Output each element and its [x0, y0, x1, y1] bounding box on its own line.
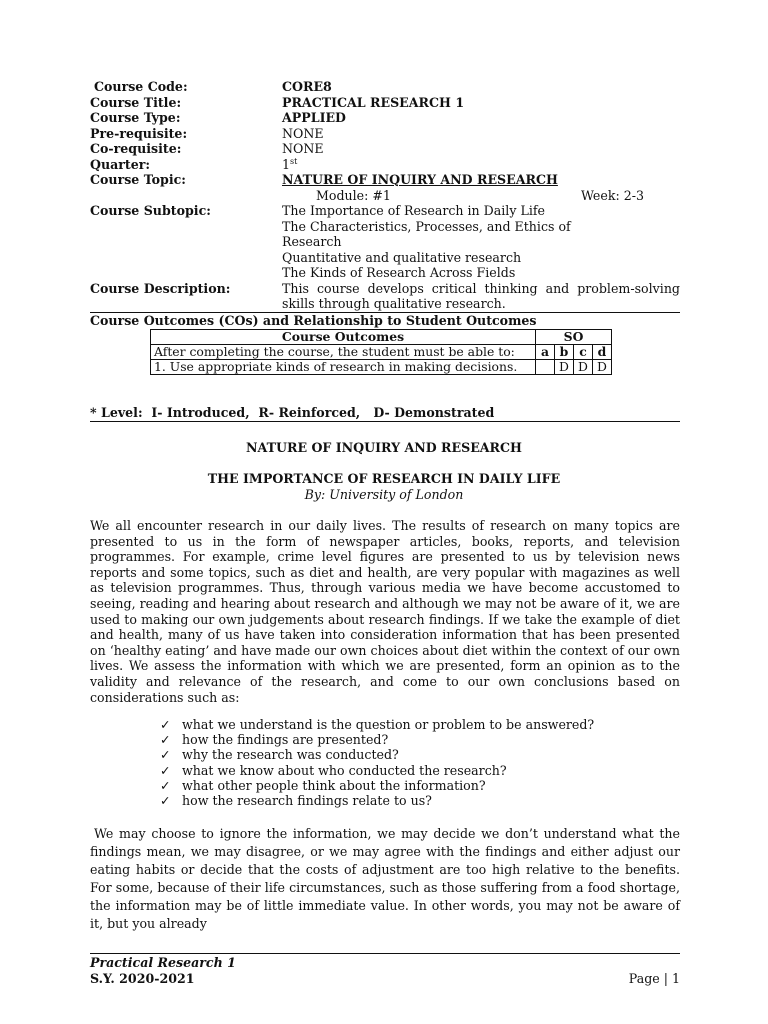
course-subtopic-list [282, 203, 680, 281]
course-title-label: Course Title: [90, 94, 182, 110]
level-legend: * Level: I- Introduced, R- Reinforced, D- Demonstrated [90, 405, 680, 422]
so-value-a [536, 360, 555, 375]
outcome-item: 1. Use appropriate kinds of research in making decisions. [151, 360, 536, 375]
course-topic-label: Course Topic: [90, 172, 186, 187]
checklist-item: ✓ what we know about who conducted the research? [160, 762, 507, 778]
quarter-suffix: st [290, 156, 298, 166]
subtopic-item: Quantitative and qualitative research [282, 249, 522, 265]
outcomes-table [150, 329, 612, 375]
checkmark-icon: ✓ [160, 792, 171, 808]
so-value-c: D [574, 360, 593, 375]
so-value-d: D [593, 360, 612, 375]
so-col-b: b [555, 345, 574, 360]
course-code-row [90, 79, 680, 95]
checklist-item: ✓ what we understand is the question or problem to be answered? [160, 717, 595, 732]
subtopic-item: The Kinds of Research Across Fields [282, 265, 516, 280]
checklist-item: ✓ how the findings are presented? [160, 732, 389, 748]
quarter-number: 1 [282, 156, 291, 172]
subtopic-item: The Characteristics, Processes, and Ethics of [282, 218, 571, 234]
subtopic-item: Research [282, 234, 342, 249]
outcomes-intro-row [151, 345, 612, 360]
course-code-value: CORE8 [282, 79, 332, 94]
checkmark-icon: ✓ [160, 762, 171, 778]
footer-school-year: S.Y. 2020-2021 [90, 971, 195, 986]
so-col-d: d [593, 345, 612, 360]
course-subtopic-label: Course Subtopic: [90, 203, 211, 218]
module-week [282, 188, 680, 204]
so-header: SO [536, 330, 612, 345]
corequisite-value: NONE [282, 141, 324, 156]
checklist-item: ✓ what other people think about the information? [160, 777, 486, 793]
outcomes-intro: After completing the course, the student must be able to: [151, 345, 536, 360]
so-value-b: D [555, 360, 574, 375]
checkmark-icon: ✓ [160, 717, 171, 732]
course-type-label: Course Type: [90, 110, 181, 125]
footer-subject: Practical Research 1 [90, 955, 236, 970]
corequisite-label: Co-requisite: [90, 141, 182, 156]
course-subtopic-row [90, 203, 680, 281]
quarter-label: Quarter: [90, 156, 151, 172]
body-paragraph-1: We all encounter research in our daily lives. The results of research on many topics are presented to us in the form of newspaper articles, books, reports, and television programmes. For example, crime level figures are presented to us by television news reports and some topics, such as diet and health, are very popular with magazines as well as television programmes. Thus, through various media we have become accustomed to seeing, reading and hearing about research and although we may not be aware of it, we are used to making our own judgements about research findings. If we take the example of diet and health, many of us have taken into consideration information that has been presented on ‘healthy eating’ and have made our own choices about diet within the context of our own lives. We assess the information with which we are presented, form an opinion as to the validity and relevance of the research, and come to our own conclusions based on considerations such as: [90, 518, 680, 705]
section-heading: THE IMPORTANCE OF RESEARCH IN DAILY LIFE [207, 471, 561, 486]
course-topic-row [90, 172, 680, 188]
course-description-value: This course develops critical thinking and problem-solving skills through qualitative research. [282, 280, 680, 311]
module-number: Module: #1 [316, 187, 391, 203]
outcome-row [151, 360, 612, 375]
outcomes-heading: Course Outcomes (COs) and Relationship to Student Outcomes [90, 312, 680, 329]
course-description-label: Course Description: [90, 280, 231, 296]
course-title-value: PRACTICAL RESEARCH 1 [282, 94, 465, 110]
main-heading: NATURE OF INQUIRY AND RESEARCH [246, 440, 522, 455]
body-paragraph-2: We may choose to ignore the information, we may decide we don’t understand what the findings mean, we may disagree, or we may agree with the findings and either adjust our eating habits or decide that the costs of adjustment are too high relative to the benefits. For some, because of their life circumstances, such as those suffering from a food shortage, the information may be of little immediate value. In other words, you may not be aware of it, but you already [90, 826, 680, 931]
prerequisite-row [90, 126, 680, 142]
subtopic-item: The Importance of Research in Daily Life [282, 203, 545, 218]
course-description-row [90, 281, 680, 312]
course-code-label: Course Code: [94, 79, 188, 94]
checkmark-icon: ✓ [160, 732, 171, 748]
week-range: Week: 2-3 [581, 187, 644, 203]
module-row [90, 188, 680, 204]
byline: By: University of London [304, 487, 464, 502]
quarter-value [282, 157, 680, 173]
prerequisite-value: NONE [282, 125, 324, 141]
prerequisite-label: Pre-requisite: [90, 125, 188, 141]
corequisite-row [90, 141, 680, 157]
so-col-c: c [574, 345, 593, 360]
so-col-a: a [536, 345, 555, 360]
page-number: Page | 1 [628, 971, 680, 986]
course-topic-value: NATURE OF INQUIRY AND RESEARCH [282, 172, 558, 187]
footer-divider [90, 953, 680, 954]
course-info-block [90, 79, 680, 312]
checkmark-icon: ✓ [160, 747, 171, 763]
consideration-checklist [160, 717, 594, 808]
course-type-value: APPLIED [282, 110, 346, 125]
course-title-row [90, 95, 680, 111]
checkmark-icon: ✓ [160, 777, 171, 793]
course-outcomes-header: Course Outcomes [151, 330, 536, 345]
outcomes-header-row [151, 330, 612, 345]
course-type-row [90, 110, 680, 126]
checklist-item: ✓ why the research was conducted? [160, 747, 399, 763]
checklist-item: ✓ how the research findings relate to us? [160, 792, 432, 808]
quarter-row [90, 157, 680, 173]
